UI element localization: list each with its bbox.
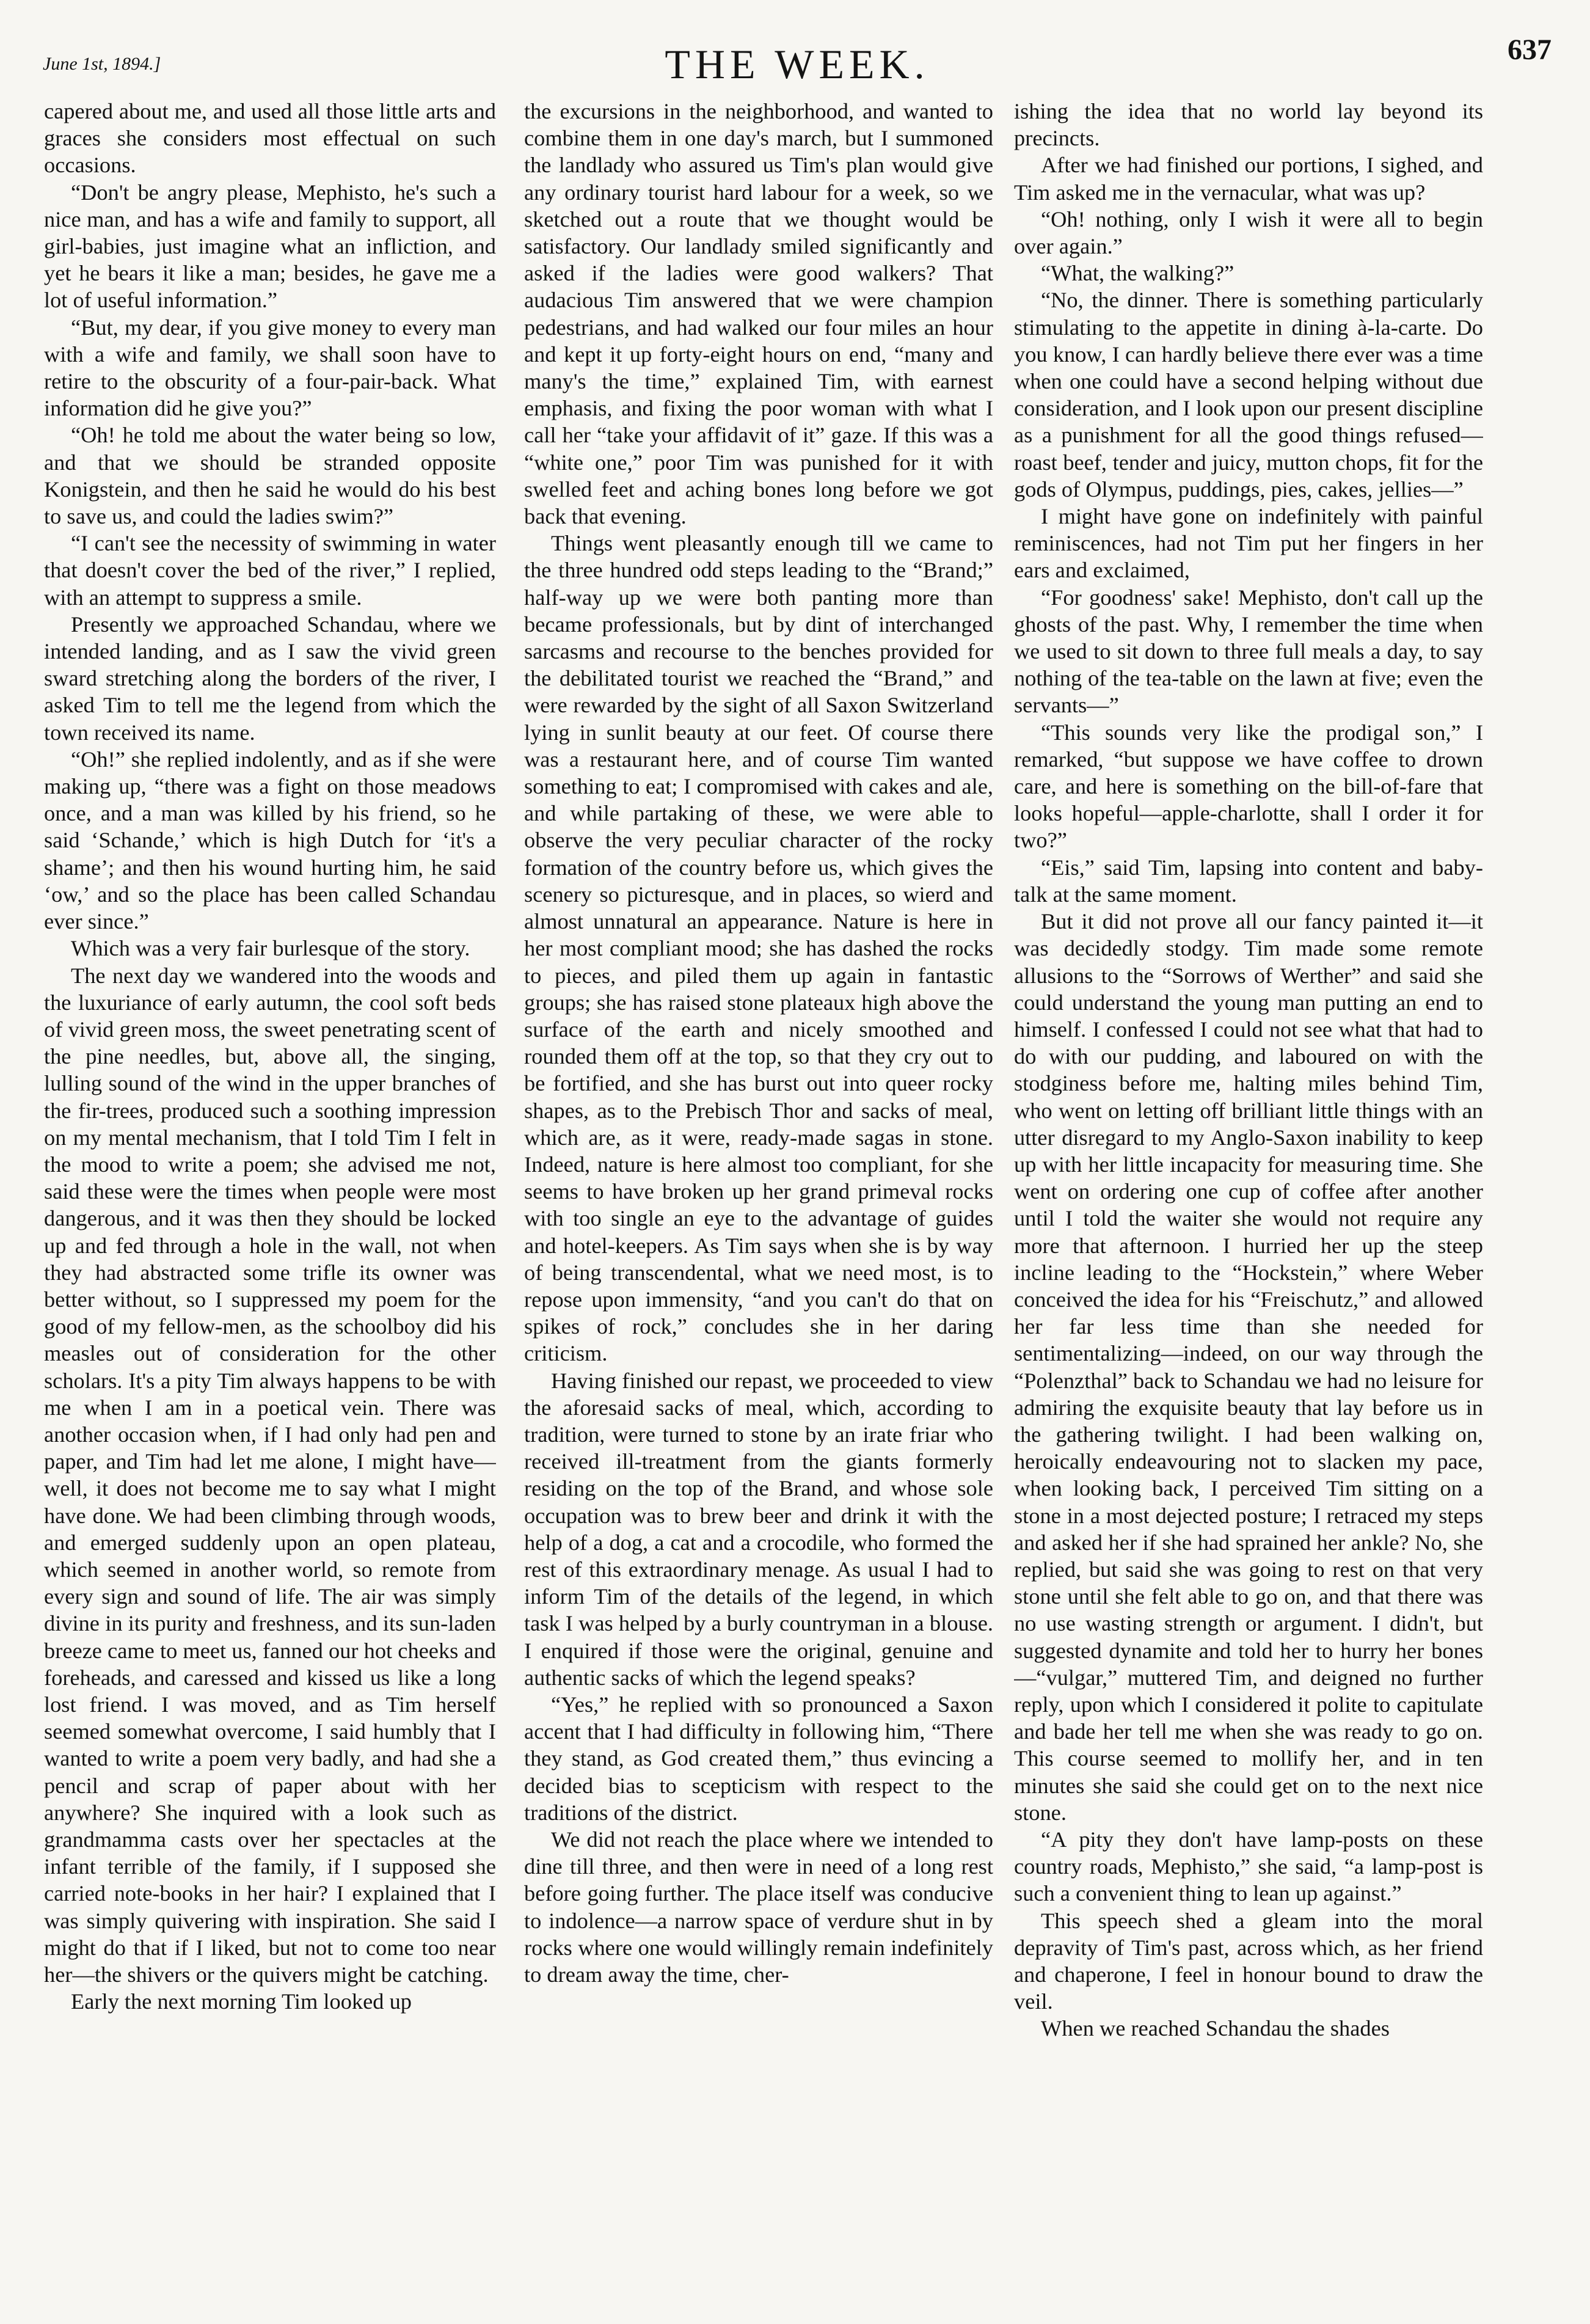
page-number: 637 [1508, 34, 1552, 66]
paragraph: capered about me, and used all those little arts and graces she considers most effectual on such occasions. [44, 99, 496, 178]
paragraph: Having finished our repast, we proceeded to view the aforesaid sacks of meal, which, according to tradition, were turned to stone by an irate friar who received ill-treatment from the giants formerly residing on the top of the Brand, and whose sole occupation was to brew beer and drink it with the help of a dog, a cat and a crocodile, who formed the rest of this extraordinary menage. As usual I had to inform Tim of the details of the legend, in which task I was helped by a burly countryman in a blouse. I enquired if those were the original, genuine and authentic sacks of which the legend speaks? [524, 1368, 993, 1690]
paragraph: Presently we approached Schandau, where we intended landing, and as I saw the vivid green sward stretching along the borders of the river, I asked Tim to tell me the legend from which the town received its name. [44, 612, 496, 745]
paragraph: “Oh!” she replied indolently, and as if she were making up, “there was a fight on those meadows once, and a man was killed by his friend, so he said ‘Schande,’ which is high Dutch for ‘it's a shame’; and then his wound hurting him, he said ‘ow,’ and so the place has been called Schandau ever since.” [44, 747, 496, 934]
column-1 [44, 98, 496, 2297]
paragraph: We did not reach the place where we intended to dine till three, and then were in need of a long rest before going further. The place itself was conducive to indolence—a narrow space of verdure shut in by rocks where one would willingly remain indefinitely to dream away the time, cher- [524, 1827, 993, 1987]
paragraph: “For goodness' sake! Mephisto, don't call up the ghosts of the past. Why, I remember the time when we used to sit down to three full meals a day, to say nothing of the tea-table on the lawn at five; even the servants—” [1014, 585, 1483, 718]
issue-date: June 1st, 1894.] [43, 54, 161, 74]
paragraph: ishing the idea that no world lay beyond its precincts. [1014, 99, 1483, 151]
paragraph: “Oh! nothing, only I wish it were all to begin over again.” [1014, 206, 1483, 259]
paragraph: “This sounds very like the prodigal son,” I remarked, “but suppose we have coffee to drown care, and here is something on the bill-of-fare that looks hopeful—apple-charlotte, shall I order it for two?” [1014, 720, 1483, 853]
paragraph: “Eis,” said Tim, lapsing into content and baby-talk at the same moment. [1014, 855, 1483, 907]
paragraph: But it did not prove all our fancy painted it—it was decidedly stodgy. Tim made some remote allusions to the “Sorrows of Werther” and said she could understand the young man putting an end to himself. I confessed I could not see what that had to do with our pudding, and laboured on with the stodginess before me, halting miles behind Tim, who went on letting off brilliant little things with an utter disregard to my Anglo-Saxon inability to keep up with her little incapacity for measuring time. She went on ordering one cup of coffee after another until I told the waiter she would not require any more that afternoon. I hurried her up the steep incline leading to the “Hockstein,” where Weber conceived the idea for his “Freischutz,” and allowed her far less time than she needed for sentimentalizing—indeed, on our way through the “Polenzthal” back to Schandau we had no leisure for admiring the exquisite beauty that lay before us in the gathering twilight. I had been walking on, heroically endeavouring not to slacken my pace, when looking back, I perceived Tim sitting on a stone in a most dejected posture; I retraced my steps and asked her if she had sprained her ankle? No, she replied, but said she was going to rest on that very stone until she felt able to go on, and that there was no use wasting strength or argument. I didn't, but suggested dynamite and told her to hurry her bones—“vulgar,” muttered Tim, and deigned no further reply, upon which I considered it polite to capitulate and bade her tell me when she was ready to go on. This course seemed to mollify her, and in ten minutes she said she could get on to the next nice stone. [1014, 909, 1483, 1825]
paragraph: “A pity they don't have lamp-posts on these country roads, Mephisto,” she said, “a lamp-post is such a convenient thing to lean up against.” [1014, 1827, 1483, 1906]
paragraph: “Don't be angry please, Mephisto, he's such a nice man, and has a wife and family to support, all girl-babies, just imagine what an infliction, and yet he bears it like a man; besides, he gave me a lot of useful information.” [44, 180, 496, 313]
column-2 [524, 98, 993, 2297]
paragraph: This speech shed a gleam into the moral depravity of Tim's past, across which, as her friend and chaperone, I feel in honour bound to draw the veil. [1014, 1908, 1483, 2014]
paragraph: “I can't see the necessity of swimming in water that doesn't cover the bed of the river,” I replied, with an attempt to suppress a smile. [44, 531, 496, 610]
page-header [43, 23, 1552, 90]
paragraph: “Yes,” he replied with so pronounced a Saxon accent that I had difficulty in following him, “There they stand, as God created them,” thus evincing a decided bias to scepticism with respect to the traditions of the district. [524, 1692, 993, 1825]
paragraph: the excursions in the neighborhood, and wanted to combine them in one day's march, but I summoned the landlady who assured us Tim's plan would give any ordinary tourist hard labour for a week, so we sketched out a route that we thought would be satisfactory. Our landlady smiled significantly and asked if the ladies were good walkers? That audacious Tim answered that we were champion pedestrians, and had walked our four miles an hour and kept it up forty-eight hours on end, “many and many's the time,” explained Tim, with earnest emphasis, and fixing the poor woman with what I call her “take your affidavit of it” gaze. If this was a “white one,” poor Tim was punished for it with swelled feet and aching bones long before we got back that evening. [524, 99, 993, 529]
paragraph: “No, the dinner. There is something particularly stimulating to the appetite in dining à-la-carte. Do you know, I can hardly believe there ever was a time when one could have a second helping without due consideration, and I look upon our present discipline as a punishment for all the good things refused—roast beef, tender and juicy, mutton chops, fit for the gods of Olympus, puddings, pies, cakes, jellies—” [1014, 288, 1483, 502]
paragraph: When we reached Schandau the shades [1041, 2016, 1390, 2041]
paragraph: Which was a very fair burlesque of the story. [71, 936, 470, 961]
publication-title: THE WEEK. [665, 41, 930, 87]
paragraph: I might have gone on indefinitely with painful reminiscences, had not Tim put her fingers in her ears and exclaimed, [1014, 504, 1483, 583]
paragraph: “Oh! he told me about the water being so low, and that we should be stranded opposite Konigstein, and then he said he would do his best to save us, and could the ladies swim?” [44, 423, 496, 529]
column-3 [1014, 98, 1483, 2297]
paragraph: The next day we wandered into the woods and the luxuriance of early autumn, the cool soft beds of vivid green moss, the sweet penetrating scent of the pine needles, but, above all, the singing, lulling sound of the wind in the upper branches of the fir-trees, produced such a soothing impression on my mental mechanism, that I told Tim I felt in the mood to write a poem; she advised me not, said these were the times when people were most dangerous, and it was then they should be locked up and fed through a hole in the wall, not when they had abstracted some trifle its owner was better without, so I suppressed my poem for the good of my fellow-men, as the schoolboy did his measles out of consideration for the other scholars. It's a pity Tim always happens to be with me when I am in a poetical vein. There was another occasion when, if I had only had pen and paper, and Tim had let me alone, I might have—well, it does not become me to say what I might have done. We had been climbing through woods, and emerged suddenly upon an open plateau, which seemed in another world, so remote from every sign and sound of life. The air was simply divine in its purity and freshness, and its sun-laden breeze came to meet us, fanned our hot cheeks and foreheads, and caressed and kissed us like a long lost friend. I was moved, and as Tim herself seemed somewhat overcome, I said humbly that I wanted to write a poem very badly, and had she a pencil and scrap of paper about with her anywhere? She inquired with a look such as grandmamma casts over her spectacles at the infant terrible of the family, if I supposed she carried note-books in her hair? I explained that I was simply quivering with inspiration. She said I might do that if I liked, but not to come too near her—the shivers or the quivers might be catching. [44, 963, 496, 1987]
paragraph: Things went pleasantly enough till we came to the three hundred odd steps leading to the “Brand;” half-way up we were both panting more than became professionals, but by dint of interchanged sarcasms and recourse to the benches provided for the debilitated tourist we reached the “Brand,” and were rewarded by the sight of all Saxon Switzerland lying in sunlit beauty at our feet. Of course there was a restaurant here, and of course Tim wanted something to eat; I compromised with cakes and ale, and while partaking of these, we were able to observe the very peculiar character of the rocky formation of the country before us, which gives the scenery so picturesque, and in places, so wierd and almost unnatural an appearance. Nature is here in her most compliant mood; she has dashed the rocks to pieces, and piled them up again in fantastic groups; she has raised stone plateaux high above the surface of the earth and nicely smoothed and rounded them off at the top, so that they cry out to be fortified, and she has burst out into queer rocky shapes, as to the Prebisch Thor and sacks of meal, which are, as it were, ready-made sagas in stone. Indeed, nature is here almost too compliant, for she seems to have broken up her grand primeval rocks with too single an eye to the advantage of guides and hotel-keepers. As Tim says when she is by way of being transcendental, what we need most, is to repose upon immensity, “and you can't do that on spikes of rock,” concludes she in her daring criticism. [524, 531, 993, 1366]
paragraph: Early the next morning Tim looked up [71, 1989, 412, 2014]
paragraph: After we had finished our portions, I sighed, and Tim asked me in the vernacular, what was up? [1014, 153, 1483, 205]
paragraph: “But, my dear, if you give money to every man with a wife and family, we shall soon have to retire to the obscurity of a four-pair-back. What information did he give you?” [44, 315, 496, 421]
paragraph: “What, the walking?” [1041, 261, 1234, 286]
